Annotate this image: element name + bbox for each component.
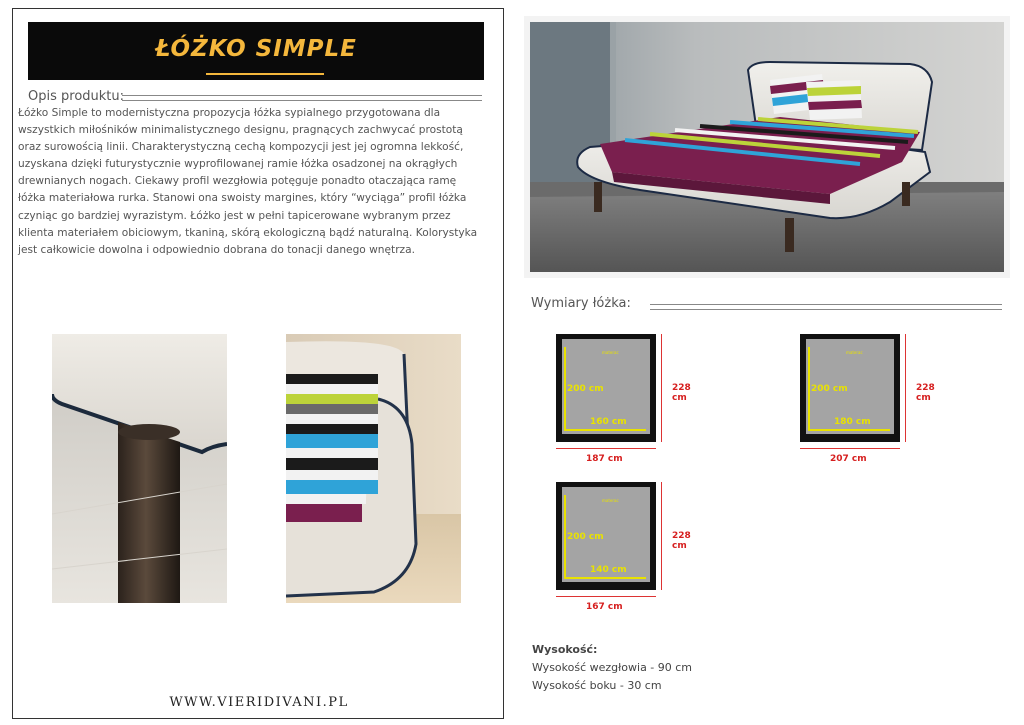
product-title: ŁÓŻKO SIMPLE [155,36,357,62]
outer-width: 167 cm [586,602,623,612]
headboard-height: Wysokość wezgłowia - 90 cm [532,661,693,674]
dimensions-heading: Wymiary łóżka: [531,296,631,311]
mattress-width: 140 cm [590,565,627,575]
outer-length-line [905,334,906,442]
mattress-length: 200 cm [811,384,848,394]
mattress-width: 180 cm [834,417,871,427]
bed-hero-photo [524,16,1010,278]
width-marker [808,429,890,431]
description-heading: Opis produktu: [28,89,125,104]
description-text: Łóżko Simple to modernistyczna propozycja łóżka sypialnego przygotowana dla wszystkich miłośników minimalistycznego designu, pragnących zachwycać prostotą oraz surowością linii. Charakterystyczną cechą kompozycji jest jej ogromna lekkość, uzyskana dzięki futurystycznie wyprofilowanej ramie łóżka osadzonej na okrągłych drewnianych nogach. Ciekawy profil wezgłowia potęguje ponadto otaczająca ramę łóżka materiałowa rurka. Stanowi ona swoisty margines, który “wyciąga” profil łóżka czyniąc go bardziej wyrazistym. Łóżko jest w pełni tapicerowane wybranym przez klienta materiałem obiciowym, tkaniną, skórą ekologiczną bądź naturalną. Kolorystyka jest całkowicie dowolna i odpowiednio dobrana do tonacji danego wnętrza. [18,107,478,256]
outer-length: 228 cm [916,383,935,403]
website-url[interactable]: WWW.VIERIDIVANI.PL [169,695,349,710]
mattress-label: materac [846,350,863,355]
outer-length-line [661,482,662,590]
length-marker [808,347,810,431]
outer-width-line [800,448,900,449]
width-marker [564,577,646,579]
outer-width: 207 cm [830,454,867,464]
mattress-label: materac [602,498,619,503]
outer-length: 228 cm [672,531,691,551]
dimension-diagram-160 [556,334,706,464]
bed-frame-outline [556,482,656,590]
description-heading-rule [122,95,482,101]
mattress-label: materac [602,350,619,355]
width-marker [564,429,646,431]
outer-length-line [661,334,662,442]
heights-section [532,641,692,695]
bed-leg-photo [52,334,227,603]
left-page [12,8,504,719]
outer-width-line [556,448,656,449]
dimension-diagram-140 [556,482,706,612]
outer-length: 228 cm [672,383,691,403]
dimensions-heading-rule [650,304,1002,310]
dimension-diagram-180 [800,334,950,464]
title-banner [28,22,484,80]
mattress-length: 200 cm [567,384,604,394]
bed-corner-photo [286,334,461,603]
heights-title: Wysokość: [532,643,598,656]
title-underline [206,73,324,75]
bed-frame-outline [556,334,656,442]
bed-frame-outline [800,334,900,442]
mattress-width: 160 cm [590,417,627,427]
length-marker [564,347,566,431]
length-marker [564,495,566,579]
outer-width: 187 cm [586,454,623,464]
mattress-length: 200 cm [567,532,604,542]
side-height: Wysokość boku - 30 cm [532,679,662,692]
outer-width-line [556,596,656,597]
